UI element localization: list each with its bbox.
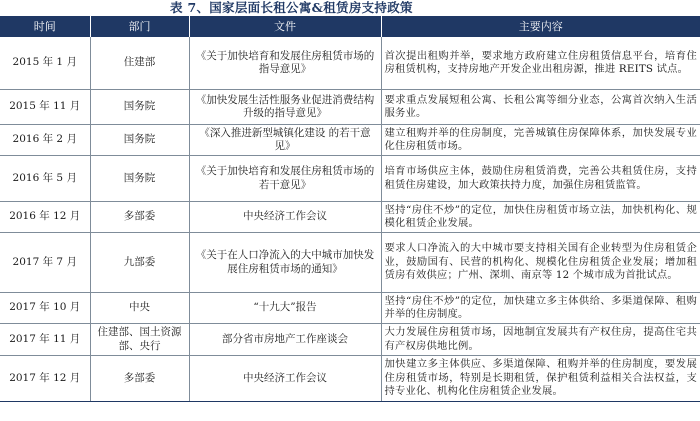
cell-content: 建立租购并举的住房制度，完善城镇住房保障体系，加快发展专业化住房租赁市场。 xyxy=(381,125,700,156)
table-title: 表 7、国家层面长租公寓&租赁房支持政策 xyxy=(170,0,413,15)
header-doc: 文件 xyxy=(189,16,381,37)
cell-dept: 中央 xyxy=(90,293,189,324)
table-row xyxy=(0,90,700,125)
cell-doc: 《加快发展生活性服务业促进消费结构升级的指导意见》 xyxy=(189,90,381,125)
cell-content: 大力发展住房租赁市场，因地制宜发展共有产权住房，提高住宅共有产权房供地比例。 xyxy=(381,324,700,356)
header-dept: 部门 xyxy=(90,16,189,37)
cell-dept: 住建部、国土资源部、央行 xyxy=(90,324,189,356)
cell-dept: 多部委 xyxy=(90,202,189,233)
cell-doc: 部分省市房地产工作座谈会 xyxy=(189,324,381,356)
cell-content: 培育市场供应主体，鼓励住房租赁消费，完善公共租赁住房，支持租赁住房建设，加大政策扶持力度，加强住房租赁监管。 xyxy=(381,156,700,202)
cell-content: 坚持“房住不炒”的定位，加快建立多主体供给、多渠道保障、租购并举的住房制度。 xyxy=(381,293,700,324)
table-row xyxy=(0,156,700,202)
cell-dept: 九部委 xyxy=(90,233,189,293)
cell-date: 2017 年 12 月 xyxy=(0,356,90,402)
table-row xyxy=(0,356,700,402)
cell-date: 2017 年 11 月 xyxy=(0,324,90,356)
cell-doc: “十九大”报告 xyxy=(189,293,381,324)
cell-content: 首次提出租购并举，要求地方政府建立住房租赁信息平台，培育住房租赁机构，支持房地产开发企业出租房源，推进 REITS 试点。 xyxy=(381,37,700,90)
header-row xyxy=(0,16,700,37)
table-row xyxy=(0,125,700,156)
table-row xyxy=(0,37,700,90)
table-body xyxy=(0,37,700,402)
cell-content: 坚持“房住不炒”的定位，加快住房租赁市场立法，加快机构化、规模化租赁企业发展。 xyxy=(381,202,700,233)
header-content: 主要内容 xyxy=(381,16,700,37)
cell-dept: 住建部 xyxy=(90,37,189,90)
cell-date: 2017 年 7 月 xyxy=(0,233,90,293)
cell-date: 2015 年 11 月 xyxy=(0,90,90,125)
cell-content: 要求重点发展短租公寓、长租公寓等细分业态，公寓首次纳入生活服务业。 xyxy=(381,90,700,125)
table-row xyxy=(0,293,700,324)
table-header xyxy=(0,16,700,37)
cell-date: 2016 年 2 月 xyxy=(0,125,90,156)
cell-doc: 《关于加快培育和发展住房租赁市场的指导意见》 xyxy=(189,37,381,90)
table-row xyxy=(0,324,700,356)
cell-date: 2016 年 12 月 xyxy=(0,202,90,233)
cell-doc: 《关于加快培育和发展住房租赁市场的若干意见》 xyxy=(189,156,381,202)
cell-doc: 《深入推进新型城镇化建设 的若干意见》 xyxy=(189,125,381,156)
table-row xyxy=(0,233,700,293)
cell-date: 2017 年 10 月 xyxy=(0,293,90,324)
cell-doc: 中央经济工作会议 xyxy=(189,356,381,402)
cell-dept: 多部委 xyxy=(90,356,189,402)
cell-doc: 中央经济工作会议 xyxy=(189,202,381,233)
cell-dept: 国务院 xyxy=(90,156,189,202)
header-date: 时间 xyxy=(0,16,90,37)
cell-dept: 国务院 xyxy=(90,90,189,125)
cell-content: 要求人口净流入的大中城市要支持相关国有企业转型为住房租赁企业，鼓励国有、民营的机构化、规模化住房租赁企业发展；增加租赁房有效供应；广州、深圳、南京等 12 个城市成为首批试点。 xyxy=(381,233,700,293)
cell-content: 加快建立多主体供应、多渠道保障、租购并举的住房制度，要发展住房租赁市场，特别是长期租赁，保护租赁利益相关合法权益，支持专业化、机构化住房租赁企业发展。 xyxy=(381,356,700,402)
cell-date: 2016 年 5 月 xyxy=(0,156,90,202)
cell-doc: 《关于在人口净流入的大中城市加快发展住房租赁市场的通知》 xyxy=(189,233,381,293)
cell-dept: 国务院 xyxy=(90,125,189,156)
cell-date: 2015 年 1 月 xyxy=(0,37,90,90)
table-row xyxy=(0,202,700,233)
policy-table xyxy=(0,16,700,402)
